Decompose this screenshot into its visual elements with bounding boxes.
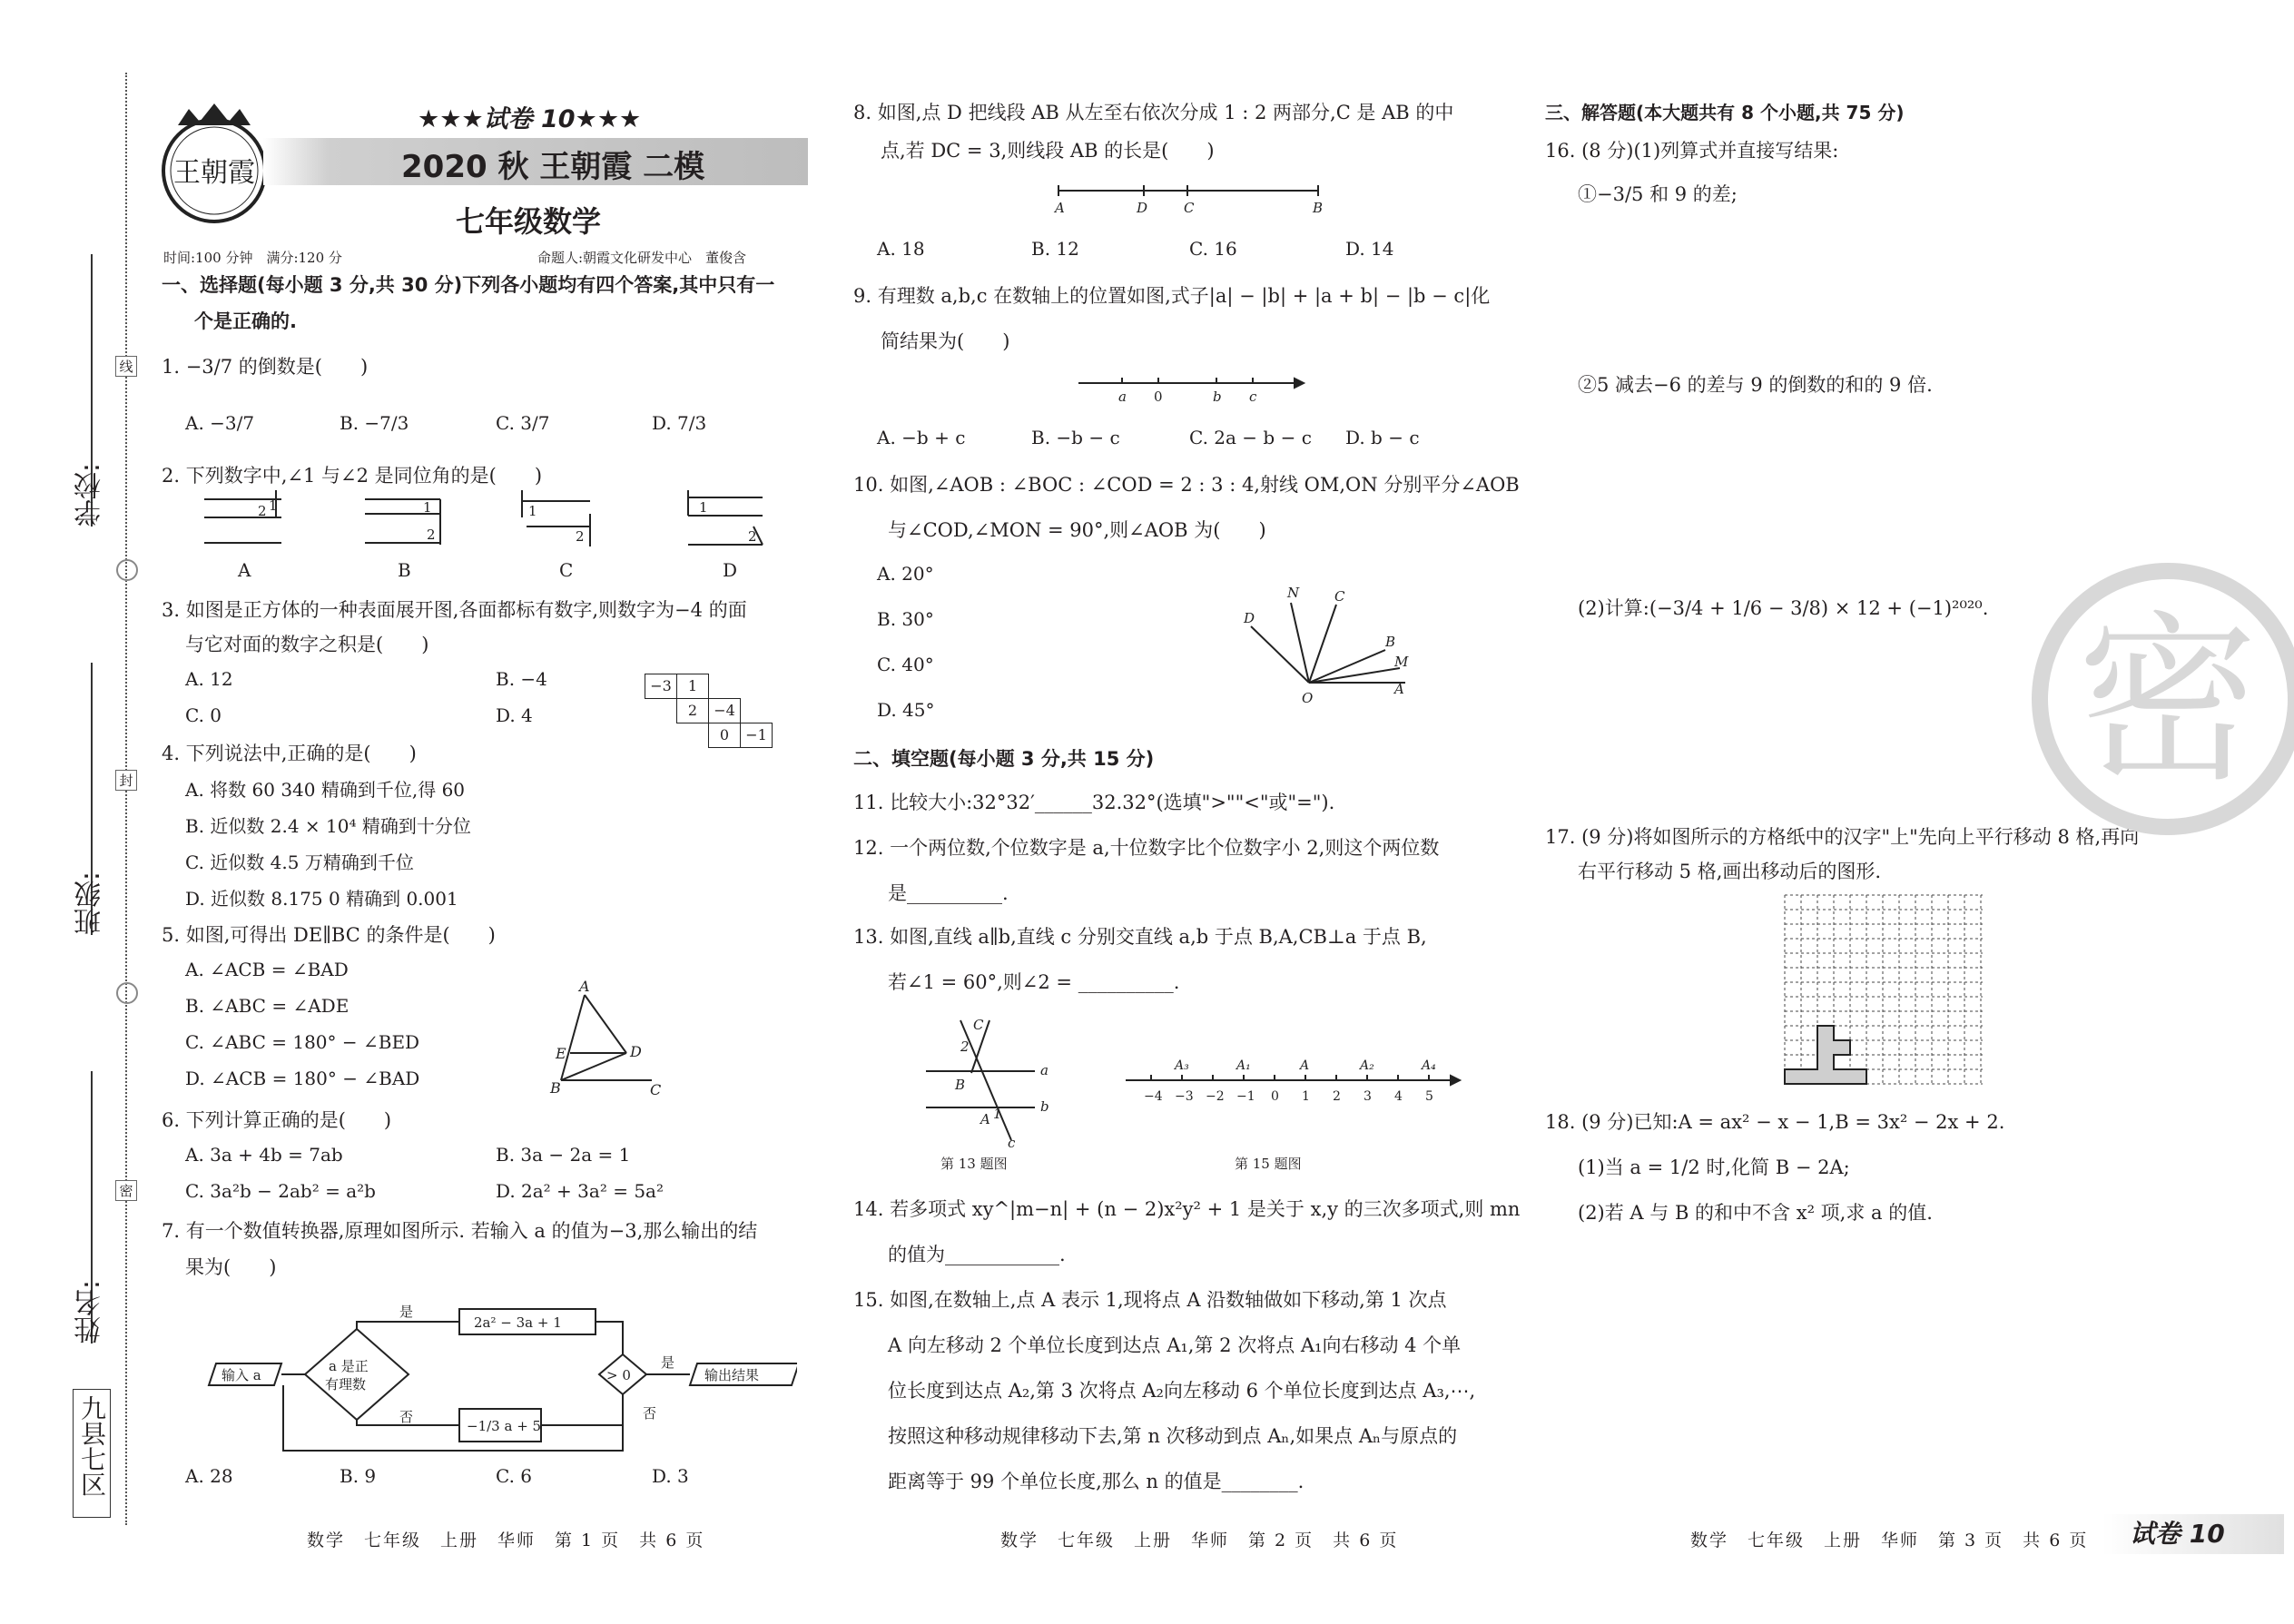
q4-option-b[interactable]: B. 近似数 2.4 × 10⁴ 精确到十分位 [185, 815, 471, 837]
footer-page-2: 数学 七年级 上册 华师 第 2 页 共 6 页 [1000, 1530, 1399, 1550]
q18-part1: (1)当 a = 1/2 时,化简 B − 2A; [1578, 1156, 1850, 1178]
q15-stem-3: 位长度到达点 A₂,第 3 次将点 A₂向左移动 6 个单位长度到达点 A₃,⋯, [888, 1380, 1476, 1402]
pt-a: a [1118, 389, 1127, 405]
q9-option-d[interactable]: D. b − c [1345, 427, 1420, 448]
tick: −1 [1236, 1089, 1255, 1104]
footer-page-3: 数学 七年级 上册 华师 第 3 页 共 6 页 [1690, 1530, 2089, 1550]
net-cell: −4 [708, 698, 741, 723]
seal-mark-seal: 封 [115, 770, 137, 791]
tick: −4 [1144, 1089, 1163, 1104]
secret-stamp [2032, 563, 2294, 835]
tick: −2 [1206, 1089, 1225, 1104]
pt-A: A [980, 1111, 990, 1127]
tick: 4 [1394, 1089, 1403, 1104]
q8-option-d[interactable]: D. 14 [1345, 238, 1394, 260]
tick: 5 [1425, 1089, 1433, 1104]
q5-option-d[interactable]: D. ∠ACB = 180° − ∠BAD [185, 1068, 420, 1089]
q7-stem-cont: 果为( ) [185, 1256, 277, 1278]
q8-stem-cont: 点,若 DC = 3,则线段 AB 的长是( ) [881, 140, 1215, 162]
q15-stem: 15. 如图,在数轴上,点 A 表示 1,现将点 A 沿数轴做如下移动,第 1 次点 [853, 1289, 1447, 1311]
pt-A: A [579, 979, 590, 995]
q2-stem: 2. 下列数字中,∠1 与∠2 是同位角的是( ) [162, 465, 543, 487]
region-label: 九县七区 [77, 1395, 107, 1497]
footer-page-1: 数学 七年级 上册 华师 第 1 页 共 6 页 [307, 1530, 705, 1550]
binding-hole-2 [116, 982, 138, 1004]
stamp-char: 密 [2076, 595, 2259, 807]
q10-option-d[interactable]: D. 45° [877, 699, 935, 721]
pt-A1: A₁ [1236, 1058, 1251, 1073]
q2-label-b[interactable]: B [398, 559, 411, 581]
q15-stem-4: 按照这种移动规律移动下去,第 n 次移动到点 Aₙ,如果点 Aₙ与原点的 [888, 1425, 1458, 1447]
pt-A3: A₃ [1175, 1058, 1189, 1073]
q17-stem-cont: 右平行移动 5 格,画出移动后的图形. [1578, 861, 1882, 882]
q7-option-b[interactable]: B. 9 [340, 1465, 377, 1487]
q4-option-c[interactable]: C. 近似数 4.5 万精确到千位 [185, 851, 414, 873]
q14-stem: 14. 若多项式 xy^|m−n| + (n − 2)x²y² + 1 是关于 x,y 的三次多项式,则 mn [853, 1198, 1521, 1220]
pt-A: A [1394, 681, 1404, 697]
q6-option-c[interactable]: C. 3a²b − 2ab² = a²b [185, 1180, 376, 1202]
q15-caption: 第 15 题图 [1235, 1156, 1302, 1172]
q7-stem: 7. 有一个数值转换器,原理如图所示. 若输入 a 的值为−3,那么输出的结 [162, 1220, 758, 1242]
q1-option-c[interactable]: C. 3/7 [496, 412, 550, 434]
pt-A: A [1300, 1058, 1310, 1073]
svg-text:2: 2 [258, 503, 267, 519]
q16-part1: ①−3/5 和 9 的差; [1578, 183, 1738, 205]
q6-option-d[interactable]: D. 2a² + 3a² = 5a² [496, 1180, 664, 1202]
name-label: 姓名: [74, 1280, 106, 1344]
pt-C: C [650, 1081, 662, 1097]
q13-caption: 第 13 题图 [940, 1156, 1008, 1172]
q1-option-d[interactable]: D. 7/3 [652, 412, 707, 434]
class-label: 班级: [74, 871, 106, 936]
q9-option-b[interactable]: B. −b − c [1031, 427, 1120, 448]
flow-cond2: 有理数 [325, 1376, 367, 1393]
q9-stem: 9. 有理数 a,b,c 在数轴上的位置如图,式子|a| − |b| + |a + b| − |b − c|化 [853, 285, 1491, 307]
q14-stem-cont: 的值为____________. [888, 1244, 1066, 1265]
pt-D: D [1244, 610, 1255, 626]
q10-option-c[interactable]: C. 40° [877, 654, 934, 675]
pt-D: D [1137, 200, 1148, 216]
binding-line [125, 73, 127, 1525]
q8-option-c[interactable]: C. 16 [1189, 238, 1237, 260]
q3-stem-cont: 与它对面的数字之积是( ) [185, 634, 429, 655]
flow-input: 输入 a [222, 1367, 261, 1383]
q4-option-a[interactable]: A. 将数 60 340 精确到千位,得 60 [185, 779, 466, 801]
section3-heading: 三、解答题(本大题共有 8 个小题,共 75 分) [1545, 102, 1905, 123]
q9-number-line [1073, 370, 1309, 407]
section1-heading-cont: 个是正确的. [194, 310, 297, 332]
binding-hole-1 [116, 559, 138, 581]
q10-stem-cont: 与∠COD,∠MON = 90°,则∠AOB 为( ) [888, 519, 1266, 541]
pt-N: N [1287, 585, 1300, 601]
q3-option-b[interactable]: B. −4 [496, 668, 547, 690]
q13-stem-cont: 若∠1 = 60°,则∠2 = __________. [888, 971, 1180, 993]
q10-option-a[interactable]: A. 20° [877, 563, 934, 585]
pt-B: B [955, 1077, 966, 1093]
seal-mark-secret: 密 [115, 1180, 137, 1201]
q13-parallel-figure [917, 1015, 1071, 1151]
q9-stem-cont: 简结果为( ) [881, 330, 1010, 352]
q17-stem: 17. (9 分)将如图所示的方格纸中的汉字"上"先向上平行移动 8 格,再向 [1545, 826, 2140, 848]
region-box [73, 1389, 111, 1518]
q2-label-c[interactable]: C [559, 559, 574, 581]
line-a: a [1040, 1062, 1049, 1078]
pt-M: M [1394, 654, 1409, 670]
q2-label-a[interactable]: A [238, 559, 251, 581]
q7-option-a[interactable]: A. 28 [185, 1465, 233, 1487]
line-b: b [1040, 1098, 1049, 1115]
pt-C: C [1334, 588, 1345, 605]
exam-title: 2020 秋 王朝霞 二模 [401, 149, 705, 185]
q5-stem: 5. 如图,可得出 DE∥BC 的条件是( ) [162, 924, 496, 946]
q9-option-a[interactable]: A. −b + c [877, 427, 966, 448]
q16-part3: (2)计算:(−3/4 + 1/6 − 3/8) × 12 + (−1)²⁰²⁰. [1578, 597, 1989, 619]
q10-angle-figure [1235, 581, 1416, 708]
q6-option-b[interactable]: B. 3a − 2a = 1 [496, 1144, 631, 1166]
exam-author: 命题人:朝霞文化研发中心 董俊含 [537, 250, 747, 266]
tick: 0 [1271, 1089, 1279, 1104]
q8-stem: 8. 如图,点 D 把线段 AB 从左至右依次分成 1 : 2 两部分,C 是 AB 的中 [853, 102, 1454, 123]
flow-gt-zero: > 0 [606, 1367, 631, 1383]
angle-1: 1 [993, 1106, 1002, 1122]
q4-option-d[interactable]: D. 近似数 8.175 0 精确到 0.001 [185, 888, 458, 910]
net-cell: 1 [676, 674, 709, 699]
q1-option-a[interactable]: A. −3/7 [185, 412, 255, 434]
q10-stem: 10. 如图,∠AOB : ∠BOC : ∠COD = 2 : 3 : 4,射线 OM,ON 分别平分∠AOB [853, 474, 1520, 496]
pt-O: O [1302, 690, 1314, 706]
q8-option-b[interactable]: B. 12 [1031, 238, 1079, 260]
q18-part2: (2)若 A 与 B 的和中不含 x² 项,求 a 的值. [1578, 1202, 1933, 1224]
q6-option-a[interactable]: A. 3a + 4b = 7ab [185, 1144, 343, 1166]
q2-figures [200, 490, 790, 554]
angle-2: 2 [960, 1038, 970, 1055]
q13-stem: 13. 如图,直线 a∥b,直线 c 分别交直线 a,b 于点 B,A,CB⊥a 于点 B, [853, 926, 1427, 948]
q5-option-b[interactable]: B. ∠ABC = ∠ADE [185, 995, 350, 1017]
pt-D: D [630, 1043, 642, 1060]
q12-stem: 12. 一个两位数,个位数字是 a,十位数字比个位数字小 2,则这个两位数 [853, 837, 1440, 859]
q15-stem-5: 距离等于 99 个单位长度,那么 n 的值是________. [888, 1471, 1305, 1492]
tick: 1 [1302, 1089, 1310, 1104]
svg-text:1: 1 [699, 499, 708, 516]
q9-option-c[interactable]: C. 2a − b − c [1189, 427, 1312, 448]
pt-A: A [1055, 200, 1065, 216]
pt-c: c [1249, 389, 1257, 405]
footer-paper-tag: 试卷 10 [2130, 1519, 2225, 1549]
q18-stem: 18. (9 分)已知:A = ax² − x − 1,B = 3x² − 2x + 2. [1545, 1111, 2005, 1133]
pt-B: B [1313, 200, 1324, 216]
q3-option-d[interactable]: D. 4 [496, 704, 533, 726]
q17-grid-figure [1783, 893, 1990, 1095]
q16-stem: 16. (8 分)(1)列算式并直接写结果: [1545, 140, 1839, 162]
q7-option-c[interactable]: C. 6 [496, 1465, 533, 1487]
q8-option-a[interactable]: A. 18 [877, 238, 925, 260]
net-cell: 2 [676, 698, 709, 723]
q6-stem: 6. 下列计算正确的是( ) [162, 1109, 392, 1131]
pt-b: b [1213, 389, 1222, 405]
q3-stem: 3. 如图是正方体的一种表面展开图,各面都标有数字,则数字为−4 的面 [162, 599, 747, 621]
flow-no-2: 否 [643, 1405, 657, 1422]
pt-A2: A₂ [1360, 1058, 1374, 1073]
q8-segment-figure [1044, 180, 1334, 221]
q12-stem-cont: 是__________. [888, 882, 1009, 904]
section1-heading: 一、选择题(每小题 3 分,共 30 分)下列各小题均有四个答案,其中只有一 [162, 274, 775, 296]
svg-text:2: 2 [748, 528, 757, 545]
exam-subtitle: 七年级数学 [456, 204, 602, 239]
q10-option-b[interactable]: B. 30° [877, 608, 934, 630]
net-cell: −3 [645, 674, 677, 699]
school-label: 学校: [74, 463, 106, 527]
pt-C: C [973, 1017, 984, 1033]
flow-no: 否 [399, 1409, 414, 1425]
pt-0: 0 [1154, 389, 1163, 405]
q7-option-d[interactable]: D. 3 [652, 1465, 689, 1487]
pt-E: E [556, 1045, 566, 1062]
q3-option-c[interactable]: C. 0 [185, 704, 222, 726]
q15-stem-2: A 向左移动 2 个单位长度到达点 A₁,第 2 次将点 A₁向右移动 4 个单 [888, 1334, 1462, 1356]
flow-output: 输出结果 [704, 1367, 760, 1383]
flow-yes: 是 [399, 1304, 414, 1320]
svg-text:2: 2 [576, 528, 585, 545]
q5-option-a[interactable]: A. ∠ACB = ∠BAD [185, 959, 349, 980]
net-cell: 0 [708, 723, 741, 748]
q16-part2: ②5 减去−6 的差与 9 的倒数的和的 9 倍. [1578, 374, 1933, 396]
tick: 2 [1333, 1089, 1341, 1104]
section2-heading: 二、填空题(每小题 3 分,共 15 分) [853, 748, 1155, 770]
q3-option-a[interactable]: A. 12 [185, 668, 233, 690]
q5-triangle-figure [545, 979, 672, 1097]
net-cell: −1 [740, 723, 773, 748]
exam-time-score: 时间:100 分钟 满分:120 分 [163, 250, 342, 266]
seal-mark-line: 线 [115, 356, 137, 377]
svg-text:1: 1 [423, 499, 432, 516]
q5-option-c[interactable]: C. ∠ABC = 180° − ∠BED [185, 1031, 420, 1053]
brand-logo [153, 98, 280, 234]
q4-stem: 4. 下列说法中,正确的是( ) [162, 743, 417, 764]
paper-number: ★★★试卷 10★★★ [418, 105, 642, 133]
pt-B: B [550, 1079, 561, 1097]
svg-text:1: 1 [528, 503, 537, 519]
q11-stem: 11. 比较大小:32°32′______32.32°(选填">""<"或"="). [853, 792, 1335, 813]
flow-cond: a 是正 [329, 1358, 369, 1374]
flow-formula-1: 2a² − 3a + 1 [474, 1314, 562, 1331]
tick: −3 [1175, 1089, 1194, 1104]
pt-C: C [1184, 200, 1195, 216]
pt-B: B [1385, 634, 1396, 650]
flow-formula-2: −1/3 a + 5 [467, 1418, 542, 1434]
line-c: c [1008, 1135, 1016, 1151]
q15-number-line [1120, 1053, 1465, 1107]
logo-text: 王朝霞 [173, 157, 255, 189]
flow-yes-2: 是 [661, 1354, 675, 1371]
q7-flowchart [207, 1291, 797, 1463]
tick: 3 [1364, 1089, 1372, 1104]
q2-label-d[interactable]: D [723, 559, 738, 581]
q1-stem: 1. −3/7 的倒数是( ) [162, 356, 369, 378]
svg-text:2: 2 [427, 527, 436, 543]
pt-A4: A₄ [1422, 1058, 1436, 1073]
svg-text:1: 1 [269, 497, 278, 514]
q1-option-b[interactable]: B. −7/3 [340, 412, 409, 434]
